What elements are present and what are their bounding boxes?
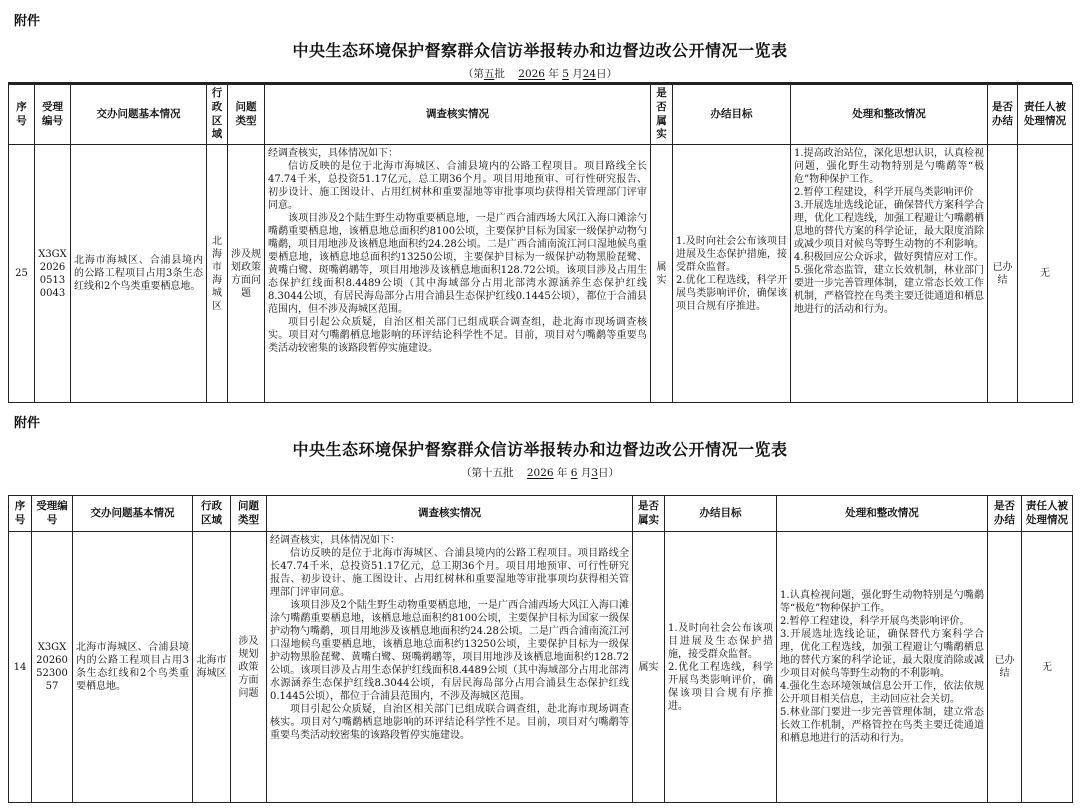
- attachment-label: 附件: [14, 416, 41, 431]
- type-cell: 涉及规划政策方面问题: [228, 145, 265, 403]
- header-cell: 责任人被处理情况: [1022, 496, 1073, 532]
- table-row: [9, 145, 1073, 403]
- punish-cell: 无: [1022, 532, 1073, 803]
- header-cell: 处理和整改情况: [791, 85, 988, 145]
- header-cell: 是否办结: [988, 496, 1022, 532]
- header-cell: 处理和整改情况: [777, 496, 988, 532]
- header-cell: 是否办结: [988, 85, 1018, 145]
- region-cell: 北海市海城区: [207, 145, 228, 403]
- table-row: [9, 532, 1073, 803]
- verified-cell: 属实: [633, 532, 665, 803]
- batch-date: （第十五批 2026 年 6 月3日）: [461, 467, 619, 479]
- investigation-cell: [267, 532, 633, 803]
- header-cell: 行政区域: [193, 496, 231, 532]
- investigation-cell: [265, 145, 651, 403]
- punish-cell: 无: [1018, 145, 1073, 403]
- rectification-cell: 1.认真检视问题，强化野生动物特别是勺嘴鹬等“极危”物种保护工作。 2.暂停工程建设，科学开展鸟类影响评价。 3.开展选址选线论证，确保替代方案科学合理，优化工程选线，加强工程避让勺嘴鹬栖息地的替代方案的科学论证，最大限度消除或减少项目对候鸟等野生动物的不利影响。 4.强化生态环境领域信息公开工作，依法依规公开项目相关信息，主动回应社会关切。 5.林业部门要进一步完善管理体制，建立常态长效工作机制，严格管控在鸟类主要迁徙通道和栖息地进行的活动和行为。: [777, 532, 988, 803]
- table-header-row: [9, 496, 1073, 532]
- type-cell: 涉及规划政策方面问题: [231, 532, 267, 803]
- investigation-para: 经调查核实，具体情况如下：: [268, 148, 398, 159]
- attachment-label: 附件: [14, 14, 41, 29]
- investigation-para: 信访反映的是位于北海市海城区、合浦县境内的公路工程项目。项目路线全长47.74千米，总投资51.17亿元，总工期36个月。项目用地预审、可行性研究报告、初步设计、施工图设计、占用红树林和重要湿地等审批事项均获得相关管理部门评审同意。: [270, 548, 629, 598]
- header-cell: 办结目标: [673, 85, 791, 145]
- investigation-para: 信访反映的是位于北海市海城区、合浦县境内的公路工程项目。项目路线全长47.74千米，总投资51.17亿元，总工期36个月。项目用地预审、可行性研究报告、初步设计、施工图设计、占用红树林和重要湿地等审批事项均获得相关管理部门评审同意。: [268, 161, 647, 211]
- investigation-para: 项目引起公众质疑，自治区相关部门已组成联合调查组，赴北海市现场调查核实。项目对勺嘴鹬栖息地影响的环评结论科学性不足。目前，项目对勺嘴鹬等重要鸟类活动较密集的该路段暂停实施建设。: [268, 317, 647, 354]
- code-cell: X3GX202605130043: [35, 145, 71, 403]
- table-header-row: [9, 85, 1073, 145]
- code-cell: X3GX202605230057: [32, 532, 73, 803]
- problem-cell: 北海市海城区、合浦县境内的公路工程项目占用3条生态红线和2个鸟类重要栖息地。: [73, 532, 193, 803]
- header-cell: 问题类型: [228, 85, 265, 145]
- done-cell: 已办结: [988, 532, 1022, 803]
- header-cell: 是否属实: [633, 496, 665, 532]
- investigation-para: 项目引起公众质疑，自治区相关部门已组成联合调查组，赴北海市现场调查核实。项目对勺嘴鹬栖息地影响的环评结论科学性不足。目前，项目对勺嘴鹬等重要鸟类活动较密集的该路段暂停实施建设。: [270, 704, 629, 741]
- investigation-para: 该项目涉及2个陆生野生动物重要栖息地，一是广西合浦西场大风江入海口滩涂勺嘴鹬重要栖息地，该栖息地总面积约8100公顷，主要保护目标为国家一级保护动物勺嘴鹬，项目用地涉及该栖息地面积约24.28公顷。二是广西合浦南流江河口湿地候鸟重要栖息地，该栖息地总面积约13250公顷，主要保护目标为一级保护动物黑脸琵鹭、黄嘴白鹭、斑嘴鹈鹕等，项目用地涉及该栖息地面积128.72公顷。该项目涉及占用生态保护红线面积8.4489公顷（其中海域部分占用北部湾水源涵养生态保护红线8.3044公顷，有居民海岛部分占用合浦县生态保护红线0.1445公顷），都位于合浦县范围内，但不涉及海城区范围。: [268, 213, 647, 315]
- problem-cell: 北海市海城区、合浦县境内的公路工程项目占用3条生态红线和2个鸟类重要栖息地。: [71, 145, 207, 403]
- header-cell: 序号: [9, 85, 35, 145]
- rectification-cell: 1.提高政治站位，深化思想认识，认真检视问题，强化野生动物特别是勺嘴鹬等“极危”物种保护工作。 2.暂停工程建设，科学开展鸟类影响评价 3.开展选址选线论证，确保替代方案科学合理，优化工程选线，加强工程避让勺嘴鹬栖息地的替代方案的科学论证，最大限度消除或减少项目对候鸟等野生动物的不利影响。 4.积极回应公众诉求，做好舆情应对工作。 5.强化常态监管，建立长效机制，林业部门要进一步完善管理体制，建立常态长效工作机制，严格管控在鸟类主要迁徙通道和栖息地进行的活动和行为。: [791, 145, 988, 403]
- region-cell: 北海市海城区: [193, 532, 231, 803]
- goal-cell: 1.及时向社会公布该项目进展及生态保护措施，接受群众监督。 2.优化工程选线，科学开展鸟类影响评价，确保该项目合规有序推进。: [673, 145, 791, 403]
- done-cell: 已办结: [988, 145, 1018, 403]
- investigation-para: 该项目涉及2个陆生野生动物重要栖息地，一是广西合浦西场大风江入海口滩涂勺嘴鹬重要栖息地，该栖息地总面积约8100公顷，主要保护目标为国家一级保护动物勺嘴鹬，项目用地涉及该栖息地面积约24.28公顷。二是广西合浦南流江河口湿地候鸟重要栖息地，该栖息地总面积约13250公顷，主要保护目标为一级保护动物黑脸琵鹭、黄嘴白鹭、斑嘴鹈鹕等，项目用地涉及该栖息地面积约128.72公顷。该项目涉及占用生态保护红线面积8.4489公顷（其中海域部分占用北部湾水源涵养生态保护红线8.3044公顷，有居民海岛部分占用合浦县生态保护红线0.1445公顷），都位于合浦县范围内，不涉及海城区范围。: [270, 600, 629, 702]
- header-cell: 责任人被处理情况: [1018, 85, 1073, 145]
- page-title: 中央生态环境保护督察群众信访举报转办和边督边改公开情况一览表: [292, 440, 788, 459]
- header-cell: 调查核实情况: [267, 496, 633, 532]
- seq-cell: 14: [9, 532, 32, 803]
- seq-cell: 25: [9, 145, 35, 403]
- header-cell: 是否属实: [651, 85, 673, 145]
- header-cell: 办结目标: [665, 496, 777, 532]
- header-cell: 交办问题基本情况: [73, 496, 193, 532]
- notice-table: [8, 495, 1073, 803]
- verified-cell: 属实: [651, 145, 673, 403]
- investigation-para: 经调查核实，具体情况如下：: [270, 535, 400, 546]
- header-cell: 调查核实情况: [265, 85, 651, 145]
- page-title: 中央生态环境保护督察群众信访举报转办和边督边改公开情况一览表: [292, 41, 788, 60]
- header-cell: 受理编号: [35, 85, 71, 145]
- goal-cell: 1.及时向社会公布该项目进展及生态保护措施，接受群众监督。 2.优化工程选线，科学开展鸟类影响评价，确保该项目合规有序推进。: [665, 532, 777, 803]
- header-cell: 受理编号: [32, 496, 73, 532]
- notice-table: [8, 84, 1073, 403]
- header-cell: 行政区域: [207, 85, 228, 145]
- header-cell: 交办问题基本情况: [71, 85, 207, 145]
- header-cell: 问题类型: [231, 496, 267, 532]
- header-cell: 序号: [9, 496, 32, 532]
- batch-date: （第五批 2026 年 5 月24日）: [462, 68, 618, 80]
